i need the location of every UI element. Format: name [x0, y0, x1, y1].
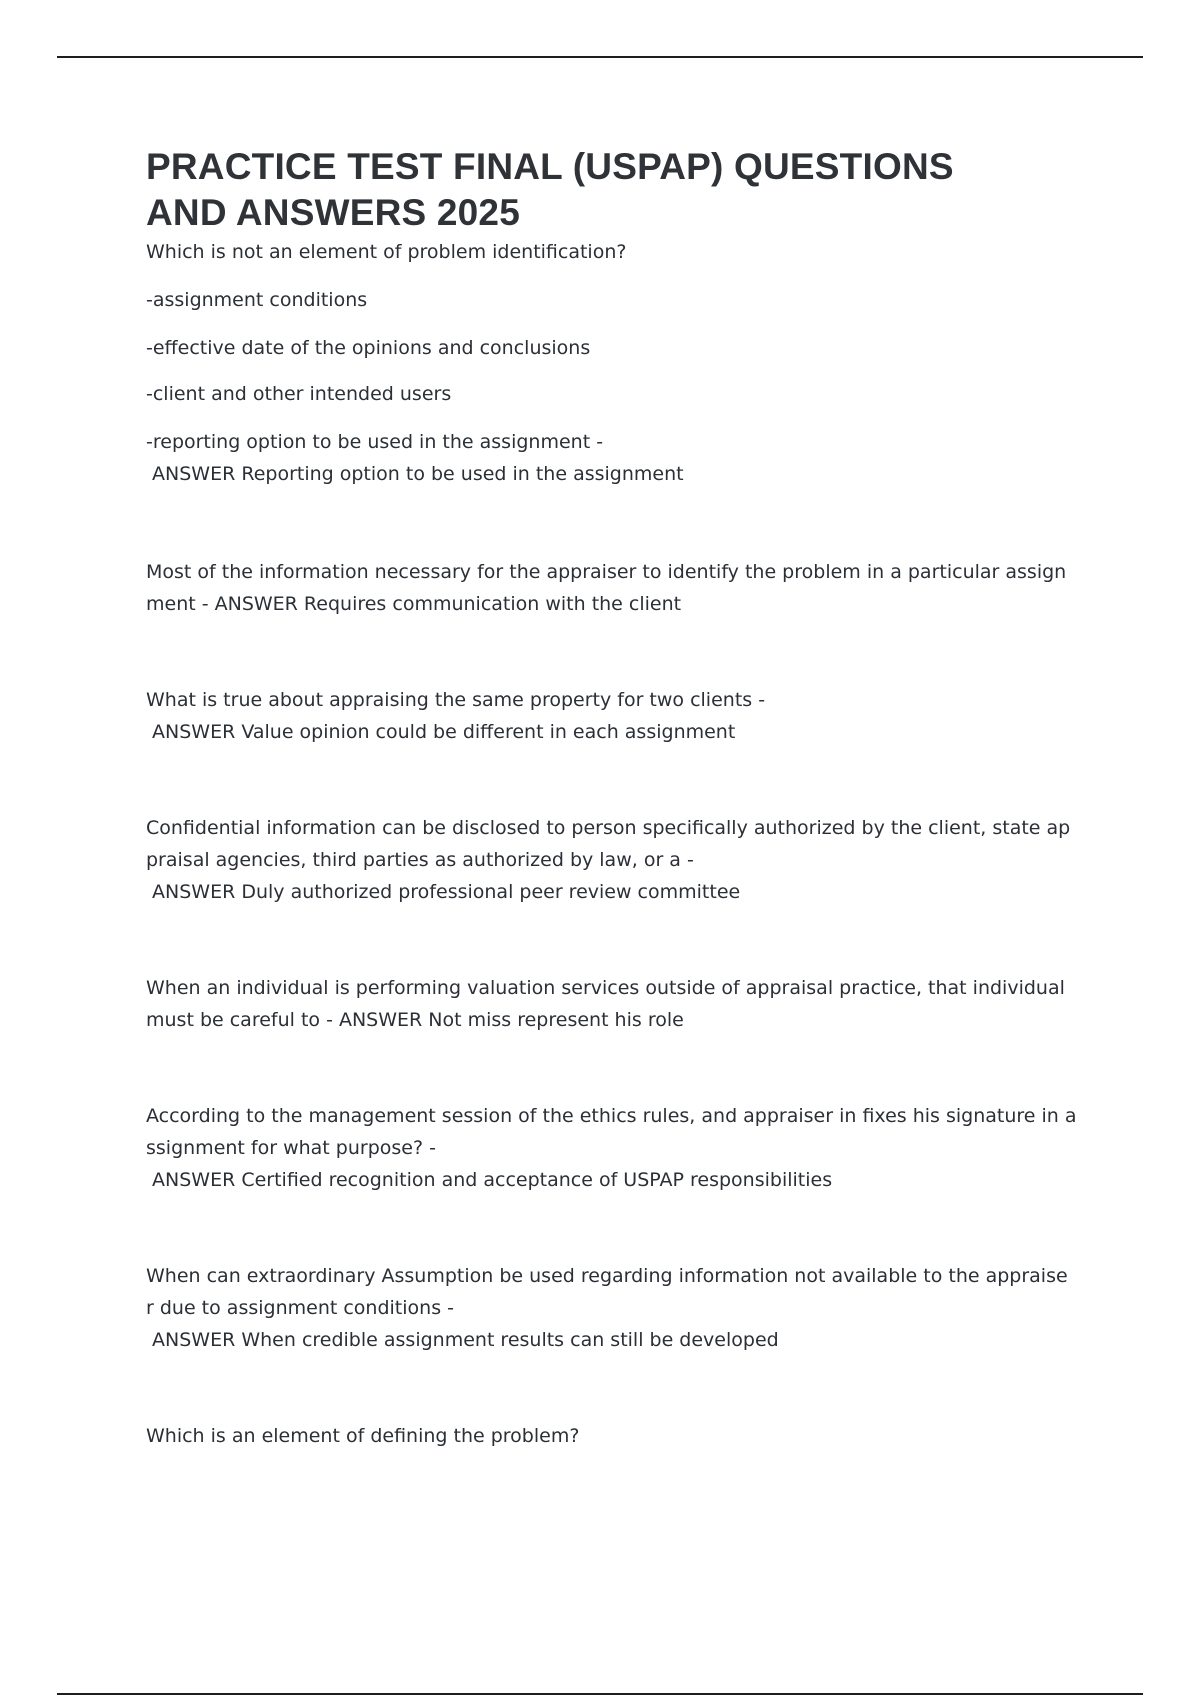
- qa-line: Confidential information can be disclosed to person specifically authorized by the client, state ap: [146, 817, 1071, 839]
- qa-line: ssignment for what purpose? -: [146, 1137, 436, 1159]
- option-item: -client and other intended users: [146, 383, 452, 405]
- question-text: Which is not an element of problem identification?: [146, 241, 627, 263]
- qa-line: What is true about appraising the same property for two clients -: [146, 689, 766, 711]
- title-line-2: AND ANSWERS 2025: [146, 192, 520, 233]
- top-rule: [57, 56, 1143, 58]
- document-title: [146, 144, 1096, 236]
- qa-line: When can extraordinary Assumption be used regarding information not available to the appraise: [146, 1265, 1068, 1287]
- qa-line: Most of the information necessary for the appraiser to identify the problem in a particular assign: [146, 561, 1067, 583]
- qa-block-8: [146, 1420, 1096, 1452]
- answer-text: ANSWER Reporting option to be used in the assignment: [146, 463, 684, 485]
- qa-block-5: [146, 972, 1096, 1036]
- qa-block-7: [146, 1260, 1096, 1356]
- qa-block-4: [146, 812, 1096, 908]
- qa-block-6: [146, 1100, 1096, 1196]
- option-item: -assignment conditions: [146, 289, 368, 311]
- qa-line: r due to assignment conditions -: [146, 1297, 454, 1319]
- qa-line: When an individual is performing valuation services outside of appraisal practice, that individual: [146, 977, 1065, 999]
- qa-line: Which is an element of defining the problem?: [146, 1425, 580, 1447]
- qa-block-2: [146, 556, 1096, 620]
- qa-line: According to the management session of the ethics rules, and appraiser in fixes his signature in a: [146, 1105, 1077, 1127]
- qa-block-1: [146, 236, 1096, 490]
- qa-line: praisal agencies, third parties as authorized by law, or a -: [146, 849, 694, 871]
- qa-line: ment - ANSWER Requires communication with the client: [146, 593, 682, 615]
- document-body: [146, 144, 1096, 1452]
- qa-line: ANSWER Duly authorized professional peer review committee: [146, 881, 741, 903]
- qa-line: ANSWER Value opinion could be different in each assignment: [146, 721, 736, 743]
- qa-block-3: [146, 684, 1096, 748]
- option-item: -reporting option to be used in the assignment -: [146, 431, 604, 453]
- bottom-rule: [57, 1693, 1143, 1695]
- qa-line: ANSWER Certified recognition and acceptance of USPAP responsibilities: [146, 1169, 833, 1191]
- option-item: -effective date of the opinions and conclusions: [146, 337, 591, 359]
- qa-line: ANSWER When credible assignment results can still be developed: [146, 1329, 779, 1351]
- qa-line: must be careful to - ANSWER Not miss represent his role: [146, 1009, 684, 1031]
- title-line-1: PRACTICE TEST FINAL (USPAP) QUESTIONS: [146, 146, 954, 187]
